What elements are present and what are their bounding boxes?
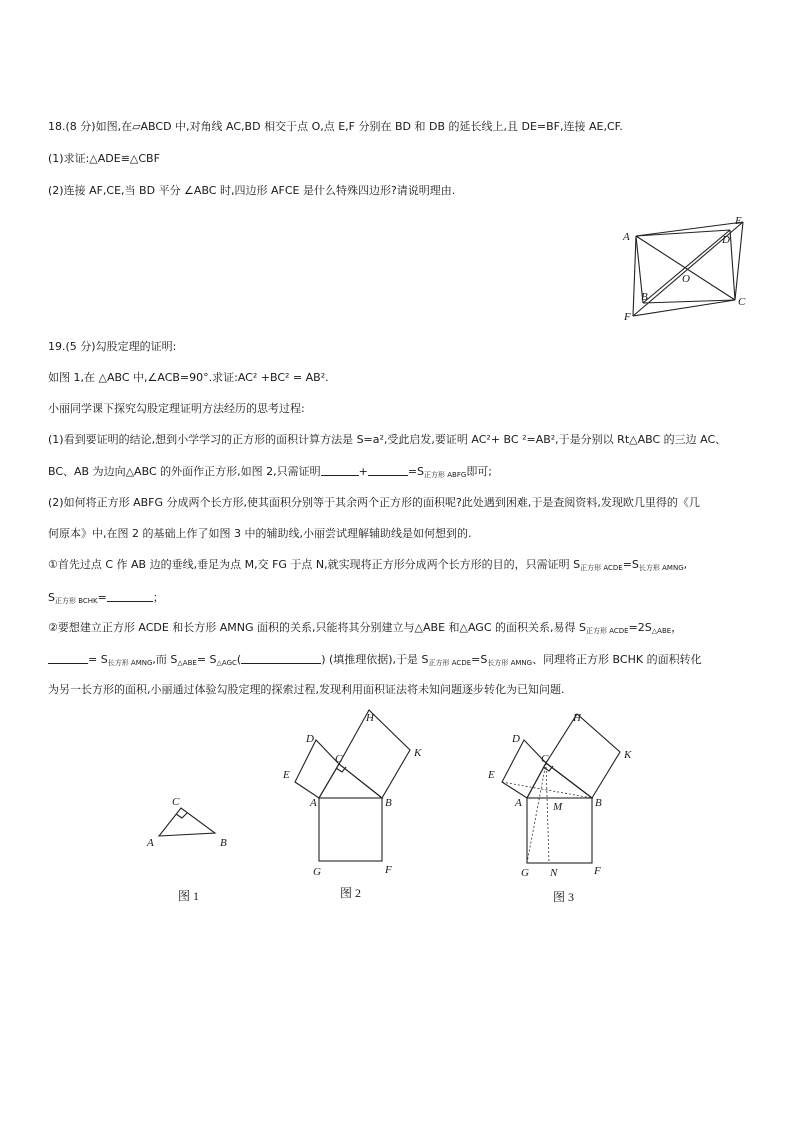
q19-p1-a: (1)看到要证明的结论,想到小学学习的正方形的面积计算方法是 S=a²,受此启发,要证明 AC²+ BC ²=AB²,于是分别以 Rt△ABC 的三边 AC、 (48, 433, 727, 446)
fig2-label-h: H (366, 712, 374, 724)
figure-1-triangle (159, 808, 215, 836)
q19-c1-b: $S_{正方形 BCHK}=$ ； (48, 591, 164, 605)
q18-label-d: D (722, 234, 730, 246)
fig2-label-f: F (385, 864, 392, 876)
fig2-label-c: C (335, 753, 343, 765)
fig3-label-b: B (595, 797, 602, 809)
q18-label-a: A (623, 231, 630, 243)
q18-label-b: B (641, 291, 648, 303)
fig1-label-b: B (220, 837, 227, 849)
fig3-label-n: N (550, 867, 558, 879)
q18-label-e: E (735, 215, 742, 227)
q19-given: 如图 1,在 △ABC 中,∠ACB=90°.求证:AC² +BC² = AB². (48, 371, 329, 384)
fig2-label-e: E (283, 769, 290, 781)
fig3-label-d: D (512, 733, 520, 745)
q19-c1-a: ①首先过点 C 作 AB 边的垂线,垂足为点 M,交 FG 于点 N,就实现将正方形分成两个长方形的目的，只需证明 $S_{正方形 ACDE}=S_{长方形 AMNG}$, (48, 558, 688, 572)
fig3-label-a: A (515, 797, 522, 809)
fig2-caption: 图 2 (340, 886, 362, 900)
fig3-label-h: H (573, 712, 581, 724)
q18-label-f: F (624, 311, 631, 323)
q19-title: 19.(5 分)勾股定理的证明: (48, 340, 177, 353)
fig2-label-d: D (306, 733, 314, 745)
q19-p2-b: 何原本》中,在图 2 的基础上作了如图 3 中的辅助线,小丽尝试理解辅助线是如何想到的. (48, 527, 472, 540)
fig3-caption: 图 3 (553, 890, 575, 904)
fig3-label-f: F (594, 865, 601, 877)
q18-label-c: C (738, 296, 746, 308)
fig2-label-g: G (313, 866, 321, 878)
fig2-label-b: B (385, 797, 392, 809)
fig1-caption: 图 1 (178, 889, 200, 903)
fig3-label-g: G (521, 867, 529, 879)
q18-part2: (2)连接 AF,CE,当 BD 平分 ∠ABC 时,四边形 AFCE 是什么特殊四边形?请说明理由. (48, 184, 456, 197)
fig2-label-k: K (414, 747, 422, 759)
q19-p2-a: (2)如何将正方形 ABFG 分成两个长方形,使其面积分别等于其余两个正方形的面积呢?此处遇到困难,于是查阅资料,发现欧几里得的《几 (48, 496, 700, 509)
fig3-label-c: C (541, 753, 549, 765)
q19-intro: 小丽同学课下探究勾股定理证明方法经历的思考过程: (48, 402, 305, 415)
fig3-label-m: M (553, 801, 563, 813)
q19-c2-a: ②要想建立正方形 ACDE 和长方形 AMNG 面积的关系,只能将其分别建立与△ABE 和△AGC 的面积关系,易得 $S_{正方形 ACDE}=2S_{\triangle ABE}$， (48, 621, 683, 635)
q19-c2-b: = $S_{长方形 AMNG}$,而 $S_{\triangle ABE}= S_{\triangle AGC}$( ) (填推理依据),于是 $S_{正方形 ACDE}=S_{长方形 AMNG}$、同理将正方形 BCHK 的面积转化 (48, 652, 702, 670)
fig3-label-k: K (624, 749, 632, 761)
fig1-label-c: C (172, 796, 180, 808)
q19-p1-b: BC、AB 为边向△ABC 的外面作正方形,如图 2,只需证明 + $=S_{正方形 ABFG}$即可; (48, 465, 493, 479)
q19-c2-c: 为另一长方形的面积,小丽通过体验勾股定理的探索过程,发现利用面积证法将未知问题逐步转化为已知问题. (48, 683, 565, 696)
q18-stem: 18.(8 分)如图,在▱ABCD 中,对角线 AC,BD 相交于点 O,点 E,F 分别在 BD 和 DB 的延长线上,且 DE=BF,连接 AE,CF. (48, 120, 623, 133)
q18-part1: (1)求证:△ADE≌△CBF (48, 152, 160, 165)
q18-label-o: O (682, 273, 690, 285)
fig3-label-e: E (488, 769, 495, 781)
fig2-label-a: A (310, 797, 317, 809)
fig1-label-a: A (147, 837, 154, 849)
